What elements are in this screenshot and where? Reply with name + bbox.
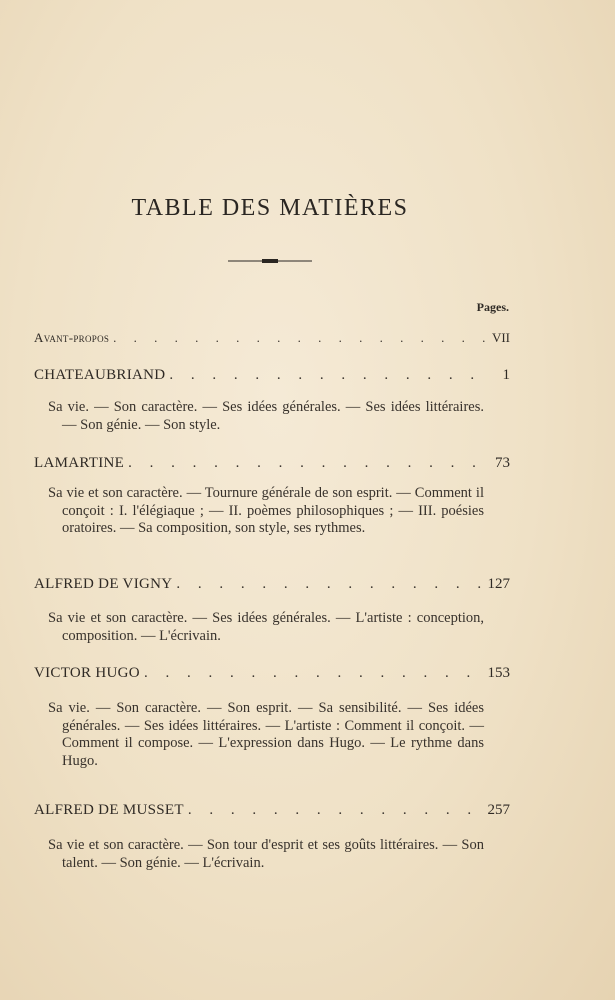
entry-title: Avant-propos	[34, 330, 110, 345]
entry-page-number: 257	[487, 802, 510, 818]
entry-description: Sa vie et son caractère. — Son tour d'esprit et ses goûts littéraires. — Son talent. — Son génie. — L'écrivain.	[48, 837, 484, 871]
entry-page-number: 73	[495, 455, 510, 471]
toc-entry-alfred-de-musset	[34, 802, 510, 819]
entry-title: CHATEAUBRIAND	[34, 367, 166, 383]
entry-title: ALFRED DE MUSSET	[34, 802, 184, 818]
entry-description: Sa vie et son caractère. — Tournure générale de son esprit. — Comment il conçoit : I. l'élégiaque ; — II. poèmes philosophiques ; — III. poésies oratoires. — Sa composition, son style, ses rythmes.	[48, 485, 484, 536]
toc-entry-chateaubriand	[34, 367, 510, 384]
dot-leader	[169, 367, 486, 384]
dot-leader	[113, 330, 486, 346]
entry-page-number: VII	[491, 330, 510, 345]
entry-description: Sa vie. — Son caractère. — Ses idées générales. — Ses idées littéraires. — Son génie. — Son style.	[48, 399, 484, 433]
entry-title: ALFRED DE VIGNY	[34, 576, 173, 592]
toc-entry-avant-propos	[34, 330, 510, 346]
toc-entry-victor-hugo	[34, 665, 510, 682]
entry-title: LAMARTINE	[34, 455, 125, 471]
entry-page-number: 153	[487, 665, 510, 681]
toc-entry-lamartine	[34, 455, 510, 472]
entry-page-number: 1	[502, 367, 510, 383]
page-title: TABLE DES MATIÈRES	[131, 195, 409, 221]
dot-leader	[188, 802, 484, 819]
ornament-divider	[228, 258, 312, 264]
entry-description: Sa vie. — Son caractère. — Son esprit. — Sa sensibilité. — Ses idées générales. — Ses idées littéraires. — L'artiste : Comment il conçoit. — Comment il compose. — L'expression dans Hugo. — Le rythme dans Hugo.	[48, 700, 484, 769]
pages-column-label: Pages.	[476, 300, 509, 314]
entry-description: Sa vie et son caractère. — Ses idées générales. — L'artiste : conception, composition. — L'écrivain.	[48, 610, 484, 644]
entry-title: VICTOR HUGO	[34, 665, 140, 681]
toc-entry-alfred-de-vigny	[34, 576, 510, 593]
dot-leader	[144, 665, 484, 682]
dot-leader	[128, 455, 486, 472]
dot-leader	[176, 576, 483, 593]
entry-page-number: 127	[487, 576, 510, 592]
